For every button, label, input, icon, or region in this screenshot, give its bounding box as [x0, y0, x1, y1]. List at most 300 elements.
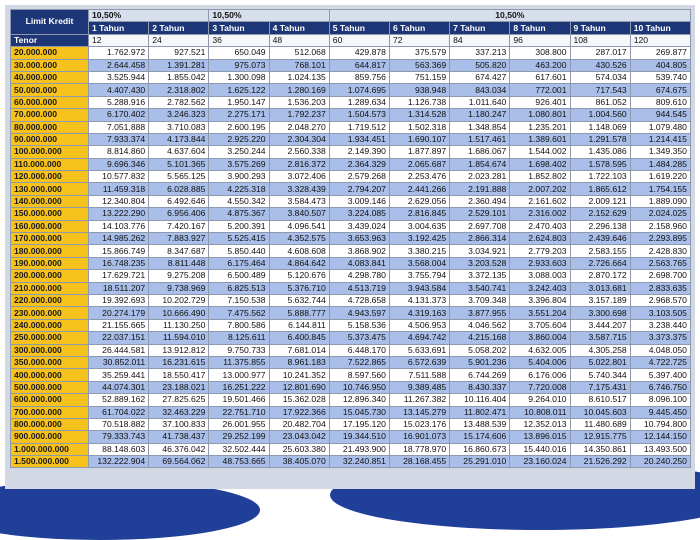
installment-cell: 7.475.562 — [209, 307, 269, 319]
installment-cell: 18.550.417 — [149, 369, 209, 381]
limit-kredit-cell: 240.000.000 — [11, 319, 89, 331]
installment-cell: 11.459.318 — [89, 183, 149, 195]
installment-cell: 1.722.103 — [570, 171, 630, 183]
installment-cell: 2.428.830 — [630, 245, 690, 257]
installment-cell: 3.710.083 — [149, 121, 209, 133]
tahun-header: 10 Tahun — [630, 22, 690, 34]
installment-cell: 2.441.266 — [389, 183, 449, 195]
installment-cell: 13.145.279 — [389, 406, 449, 418]
limit-kredit-cell: 140.000.000 — [11, 195, 89, 207]
installment-cell: 1.865.612 — [570, 183, 630, 195]
installment-cell: 3.587.715 — [570, 332, 630, 344]
installment-cell: 5.525.415 — [209, 233, 269, 245]
installment-cell: 1.348.854 — [450, 121, 510, 133]
table-row — [11, 344, 691, 356]
rate-group-2: 10,50% — [209, 10, 329, 22]
bulan-header: 84 — [450, 34, 510, 46]
limit-kredit-cell: 900.000.000 — [11, 431, 89, 443]
installment-cell: 38.405.070 — [269, 456, 329, 468]
limit-kredit-cell: 220.000.000 — [11, 294, 89, 306]
installment-cell: 6.175.464 — [209, 257, 269, 269]
installment-cell: 2.583.155 — [570, 245, 630, 257]
table-row — [11, 84, 691, 96]
bulan-header: 120 — [630, 34, 690, 46]
table-row — [11, 96, 691, 108]
table-row — [11, 406, 691, 418]
installment-cell: 26.444.581 — [89, 344, 149, 356]
table-row — [11, 294, 691, 306]
installment-cell: 4.513.719 — [329, 282, 389, 294]
installment-cell: 1.544.002 — [510, 146, 570, 158]
installment-cell: 3.328.439 — [269, 183, 329, 195]
installment-cell: 61.704.022 — [89, 406, 149, 418]
installment-cell: 37.100.833 — [149, 418, 209, 430]
installment-cell: 21.493.900 — [329, 443, 389, 455]
installment-cell: 4.875.367 — [209, 208, 269, 220]
installment-cell: 2.007.202 — [510, 183, 570, 195]
installment-cell: 132.222.904 — [89, 456, 149, 468]
installment-cell: 8.610.517 — [570, 394, 630, 406]
table-row — [11, 121, 691, 133]
installment-cell: 2.624.803 — [510, 233, 570, 245]
installment-cell: 944.545 — [630, 109, 690, 121]
installment-cell: 2.470.403 — [510, 220, 570, 232]
installment-cell: 4.083.841 — [329, 257, 389, 269]
installment-cell: 79.333.743 — [89, 431, 149, 443]
installment-cell: 15.866.749 — [89, 245, 149, 257]
installment-cell: 1.391.281 — [149, 59, 209, 71]
installment-cell: 10.116.404 — [450, 394, 510, 406]
installment-cell: 26.001.955 — [209, 418, 269, 430]
table-row — [11, 332, 691, 344]
installment-cell: 3.373.375 — [630, 332, 690, 344]
credit-installment-table — [10, 9, 691, 468]
installment-cell: 650.049 — [209, 47, 269, 59]
tahun-header-row — [11, 22, 691, 34]
installment-cell: 2.439.646 — [570, 233, 630, 245]
installment-cell: 4.298.780 — [329, 270, 389, 282]
installment-cell: 10.794.800 — [630, 418, 690, 430]
installment-cell: 768.101 — [269, 59, 329, 71]
installment-cell: 1.852.802 — [510, 171, 570, 183]
table-row — [11, 381, 691, 393]
installment-cell: 10.808.011 — [510, 406, 570, 418]
installment-cell: 15.362.028 — [269, 394, 329, 406]
bulan-header: 36 — [209, 34, 269, 46]
installment-cell: 3.246.323 — [149, 109, 209, 121]
installment-cell: 2.697.708 — [450, 220, 510, 232]
installment-cell: 6.176.006 — [510, 369, 570, 381]
installment-cell: 6.746.750 — [630, 381, 690, 393]
installment-cell: 975.073 — [209, 59, 269, 71]
installment-cell: 4.225.318 — [209, 183, 269, 195]
installment-cell: 4.722.725 — [630, 356, 690, 368]
installment-cell: 1.719.512 — [329, 121, 389, 133]
installment-cell: 1.762.972 — [89, 47, 149, 59]
installment-cell: 3.860.004 — [510, 332, 570, 344]
installment-cell: 7.522.865 — [329, 356, 389, 368]
installment-cell: 16.901.073 — [389, 431, 449, 443]
installment-cell: 52.889.162 — [89, 394, 149, 406]
installment-cell: 10.241.352 — [269, 369, 329, 381]
installment-cell: 10.577.832 — [89, 171, 149, 183]
installment-cell: 1.126.738 — [389, 96, 449, 108]
installment-cell: 21.155.665 — [89, 319, 149, 331]
installment-cell: 18.511.207 — [89, 282, 149, 294]
installment-cell: 17.629.721 — [89, 270, 149, 282]
installment-cell: 3.525.944 — [89, 71, 149, 83]
installment-cell: 1.280.169 — [269, 84, 329, 96]
table-row — [11, 109, 691, 121]
installment-cell: 2.149.390 — [329, 146, 389, 158]
limit-kredit-cell: 350.000.000 — [11, 356, 89, 368]
installment-cell: 5.101.365 — [149, 158, 209, 170]
installment-cell: 25.291.010 — [450, 456, 510, 468]
installment-cell: 13.000.977 — [209, 369, 269, 381]
installment-cell: 3.192.425 — [389, 233, 449, 245]
installment-cell: 4.305.258 — [570, 344, 630, 356]
installment-cell: 20.482.704 — [269, 418, 329, 430]
bulan-header: 72 — [389, 34, 449, 46]
installment-cell: 5.850.440 — [209, 245, 269, 257]
installment-cell: 4.173.844 — [149, 133, 209, 145]
limit-kredit-cell: 200.000.000 — [11, 270, 89, 282]
installment-cell: 2.191.888 — [450, 183, 510, 195]
installment-cell: 13.222.290 — [89, 208, 149, 220]
installment-cell: 3.157.189 — [570, 294, 630, 306]
installment-cell: 15.174.606 — [450, 431, 510, 443]
installment-cell: 1.214.415 — [630, 133, 690, 145]
limit-kredit-cell: 600.000.000 — [11, 394, 89, 406]
installment-cell: 3.900.293 — [209, 171, 269, 183]
limit-kredit-cell: 400.000.000 — [11, 369, 89, 381]
installment-cell: 2.579.268 — [329, 171, 389, 183]
installment-cell: 1.855.042 — [149, 71, 209, 83]
installment-cell: 3.755.794 — [389, 270, 449, 282]
installment-cell: 2.275.171 — [209, 109, 269, 121]
installment-cell: 4.407.430 — [89, 84, 149, 96]
installment-cell: 4.864.642 — [269, 257, 329, 269]
table-body — [11, 47, 691, 468]
tahun-header: 3 Tahun — [209, 22, 269, 34]
installment-cell: 16.748.235 — [89, 257, 149, 269]
installment-cell: 644.817 — [329, 59, 389, 71]
table-row — [11, 183, 691, 195]
installment-cell: 375.579 — [389, 47, 449, 59]
installment-cell: 2.158.960 — [630, 220, 690, 232]
installment-cell: 1.578.595 — [570, 158, 630, 170]
installment-cell: 430.526 — [570, 59, 630, 71]
limit-kredit-cell: 170.000.000 — [11, 233, 89, 245]
table-row — [11, 233, 691, 245]
installment-cell: 3.877.955 — [450, 307, 510, 319]
installment-cell: 574.034 — [570, 71, 630, 83]
installment-cell: 3.380.215 — [389, 245, 449, 257]
rate-group-3: 10,50% — [329, 10, 690, 22]
installment-cell: 20.274.179 — [89, 307, 149, 319]
installment-cell: 13.488.539 — [450, 418, 510, 430]
table-row — [11, 158, 691, 170]
installment-cell: 7.051.888 — [89, 121, 149, 133]
installment-cell: 751.159 — [389, 71, 449, 83]
limit-kredit-cell: 90.000.000 — [11, 133, 89, 145]
installment-cell: 44.074.301 — [89, 381, 149, 393]
installment-cell: 7.933.374 — [89, 133, 149, 145]
installment-cell: 2.253.476 — [389, 171, 449, 183]
installment-cell: 4.215.168 — [450, 332, 510, 344]
limit-kredit-cell: 100.000.000 — [11, 146, 89, 158]
table-row — [11, 171, 691, 183]
table-row — [11, 208, 691, 220]
rate-group-1: 10,50% — [89, 10, 209, 22]
installment-cell: 1.698.402 — [510, 158, 570, 170]
table-row — [11, 443, 691, 455]
installment-cell: 4.728.658 — [329, 294, 389, 306]
installment-cell: 2.794.207 — [329, 183, 389, 195]
installment-cell: 70.518.882 — [89, 418, 149, 430]
limit-kredit-cell: 40.000.000 — [11, 71, 89, 83]
installment-cell: 3.575.269 — [209, 158, 269, 170]
installment-cell: 3.372.135 — [450, 270, 510, 282]
installment-cell: 8.961.183 — [269, 356, 329, 368]
installment-cell: 29.252.199 — [209, 431, 269, 443]
installment-cell: 5.158.536 — [329, 319, 389, 331]
rate-header-row — [11, 10, 691, 22]
installment-cell: 35.259.441 — [89, 369, 149, 381]
installment-cell: 1.754.155 — [630, 183, 690, 195]
installment-cell: 7.150.538 — [209, 294, 269, 306]
installment-cell: 3.840.507 — [269, 208, 329, 220]
tahun-header: 8 Tahun — [510, 22, 570, 34]
table-frame — [5, 5, 695, 489]
installment-cell: 269.877 — [630, 47, 690, 59]
tenor-header: Tenor — [11, 34, 89, 46]
installment-cell: 12.801.690 — [269, 381, 329, 393]
installment-cell: 2.296.138 — [570, 220, 630, 232]
installment-cell: 9.738.969 — [149, 282, 209, 294]
installment-cell: 13.493.500 — [630, 443, 690, 455]
installment-cell: 5.740.344 — [570, 369, 630, 381]
installment-cell: 2.009.121 — [570, 195, 630, 207]
limit-kredit-cell: 60.000.000 — [11, 96, 89, 108]
installment-cell: 2.318.802 — [149, 84, 209, 96]
installment-cell: 2.529.101 — [450, 208, 510, 220]
installment-cell: 3.444.207 — [570, 319, 630, 331]
installment-cell: 3.224.085 — [329, 208, 389, 220]
installment-cell: 3.653.963 — [329, 233, 389, 245]
installment-cell: 2.816.372 — [269, 158, 329, 170]
installment-cell: 1.792.237 — [269, 109, 329, 121]
installment-cell: 3.013.681 — [570, 282, 630, 294]
installment-cell: 17.195.120 — [329, 418, 389, 430]
installment-cell: 1.291.578 — [570, 133, 630, 145]
table-row — [11, 307, 691, 319]
tahun-header: 2 Tahun — [149, 22, 209, 34]
installment-cell: 429.878 — [329, 47, 389, 59]
installment-cell: 6.500.489 — [209, 270, 269, 282]
installment-cell: 1.349.350 — [630, 146, 690, 158]
installment-cell: 1.625.122 — [209, 84, 269, 96]
tahun-header: 9 Tahun — [570, 22, 630, 34]
installment-cell: 14.350.861 — [570, 443, 630, 455]
installment-cell: 6.744.269 — [450, 369, 510, 381]
tahun-header: 4 Tahun — [269, 22, 329, 34]
bulan-header: 60 — [329, 34, 389, 46]
installment-cell: 3.103.505 — [630, 307, 690, 319]
installment-cell: 861.052 — [570, 96, 630, 108]
installment-cell: 5.058.202 — [450, 344, 510, 356]
installment-cell: 843.034 — [450, 84, 510, 96]
table-row — [11, 456, 691, 468]
installment-cell: 2.293.895 — [630, 233, 690, 245]
installment-cell: 1.074.695 — [329, 84, 389, 96]
installment-cell: 4.048.050 — [630, 344, 690, 356]
bulan-header-row — [11, 34, 691, 46]
installment-cell: 1.080.801 — [510, 109, 570, 121]
installment-cell: 1.389.601 — [510, 133, 570, 145]
installment-cell: 1.314.528 — [389, 109, 449, 121]
limit-kredit-cell: 250.000.000 — [11, 332, 89, 344]
installment-cell: 12.340.804 — [89, 195, 149, 207]
installment-cell: 6.400.845 — [269, 332, 329, 344]
installment-cell: 7.681.014 — [269, 344, 329, 356]
installment-cell: 1.504.573 — [329, 109, 389, 121]
limit-kredit-header: Limit Kredit — [11, 10, 89, 35]
installment-cell: 12.352.013 — [510, 418, 570, 430]
installment-cell: 41.738.437 — [149, 431, 209, 443]
limit-kredit-cell: 800.000.000 — [11, 418, 89, 430]
installment-cell: 3.868.902 — [329, 245, 389, 257]
limit-kredit-cell: 30.000.000 — [11, 59, 89, 71]
installment-cell: 3.088.003 — [510, 270, 570, 282]
installment-cell: 10.746.950 — [329, 381, 389, 393]
table-row — [11, 418, 691, 430]
installment-cell: 3.004.635 — [389, 220, 449, 232]
installment-cell: 2.023.281 — [450, 171, 510, 183]
installment-cell: 4.352.575 — [269, 233, 329, 245]
installment-cell: 6.144.811 — [269, 319, 329, 331]
table-row — [11, 195, 691, 207]
installment-cell: 8.096.100 — [630, 394, 690, 406]
installment-cell: 1.079.480 — [630, 121, 690, 133]
installment-cell: 27.825.625 — [149, 394, 209, 406]
installment-cell: 1.484.285 — [630, 158, 690, 170]
installment-cell: 14.103.776 — [89, 220, 149, 232]
installment-cell: 3.238.440 — [630, 319, 690, 331]
table-row — [11, 282, 691, 294]
installment-cell: 2.161.602 — [510, 195, 570, 207]
installment-cell: 23.160.024 — [510, 456, 570, 468]
installment-cell: 926.401 — [510, 96, 570, 108]
installment-cell: 21.526.292 — [570, 456, 630, 468]
limit-kredit-cell: 150.000.000 — [11, 208, 89, 220]
installment-cell: 2.816.845 — [389, 208, 449, 220]
installment-cell: 2.600.195 — [209, 121, 269, 133]
installment-cell: 859.756 — [329, 71, 389, 83]
installment-cell: 3.568.004 — [389, 257, 449, 269]
table-row — [11, 59, 691, 71]
installment-cell: 3.705.604 — [510, 319, 570, 331]
installment-cell: 32.240.851 — [329, 456, 389, 468]
installment-cell: 23.188.021 — [149, 381, 209, 393]
installment-cell: 3.396.804 — [510, 294, 570, 306]
installment-cell: 512.068 — [269, 47, 329, 59]
installment-cell: 404.805 — [630, 59, 690, 71]
installment-cell: 4.131.373 — [389, 294, 449, 306]
installment-cell: 28.168.455 — [389, 456, 449, 468]
installment-cell: 617.601 — [510, 71, 570, 83]
installment-cell: 563.369 — [389, 59, 449, 71]
installment-cell: 2.560.338 — [269, 146, 329, 158]
installment-cell: 3.540.741 — [450, 282, 510, 294]
bulan-header: 12 — [89, 34, 149, 46]
installment-cell: 4.550.342 — [209, 195, 269, 207]
installment-cell: 30.852.011 — [89, 356, 149, 368]
installment-cell: 48.753.665 — [209, 456, 269, 468]
installment-cell: 1.180.247 — [450, 109, 510, 121]
installment-cell: 1.517.461 — [450, 133, 510, 145]
installment-cell: 11.594.010 — [149, 332, 209, 344]
installment-cell: 2.870.172 — [570, 270, 630, 282]
installment-cell: 11.267.382 — [389, 394, 449, 406]
installment-cell: 2.304.304 — [269, 133, 329, 145]
table-row — [11, 71, 691, 83]
installment-cell: 3.009.146 — [329, 195, 389, 207]
limit-kredit-cell: 50.000.000 — [11, 84, 89, 96]
installment-cell: 8.125.611 — [209, 332, 269, 344]
installment-cell: 308.800 — [510, 47, 570, 59]
installment-cell: 1.950.147 — [209, 96, 269, 108]
installment-cell: 6.170.402 — [89, 109, 149, 121]
installment-cell: 2.968.570 — [630, 294, 690, 306]
installment-cell: 674.675 — [630, 84, 690, 96]
limit-kredit-cell: 80.000.000 — [11, 121, 89, 133]
installment-cell: 809.610 — [630, 96, 690, 108]
installment-cell: 6.492.646 — [149, 195, 209, 207]
installment-cell: 539.740 — [630, 71, 690, 83]
installment-cell: 4.608.608 — [269, 245, 329, 257]
installment-cell: 3.439.024 — [329, 220, 389, 232]
installment-cell: 4.046.562 — [450, 319, 510, 331]
installment-cell: 13.912.812 — [149, 344, 209, 356]
installment-cell: 15.023.176 — [389, 418, 449, 430]
installment-cell: 13.896.015 — [510, 431, 570, 443]
installment-cell: 5.022.801 — [570, 356, 630, 368]
installment-cell: 10.666.490 — [149, 307, 209, 319]
installment-cell: 9.264.010 — [510, 394, 570, 406]
installment-cell: 337.213 — [450, 47, 510, 59]
installment-cell: 505.820 — [450, 59, 510, 71]
installment-cell: 3.943.584 — [389, 282, 449, 294]
installment-cell: 12.144.150 — [630, 431, 690, 443]
installment-cell: 7.175.431 — [570, 381, 630, 393]
installment-cell: 1.536.203 — [269, 96, 329, 108]
table-row — [11, 319, 691, 331]
installment-cell: 16.251.222 — [209, 381, 269, 393]
installment-cell: 2.316.002 — [510, 208, 570, 220]
limit-kredit-cell: 700.000.000 — [11, 406, 89, 418]
installment-cell: 1.686.067 — [450, 146, 510, 158]
installment-cell: 3.709.348 — [450, 294, 510, 306]
installment-cell: 1.877.897 — [389, 146, 449, 158]
installment-cell: 1.235.201 — [510, 121, 570, 133]
installment-cell: 1.011.640 — [450, 96, 510, 108]
table-row — [11, 220, 691, 232]
installment-cell: 2.726.664 — [570, 257, 630, 269]
installment-cell: 5.120.676 — [269, 270, 329, 282]
installment-cell: 4.096.541 — [269, 220, 329, 232]
installment-cell: 22.751.710 — [209, 406, 269, 418]
